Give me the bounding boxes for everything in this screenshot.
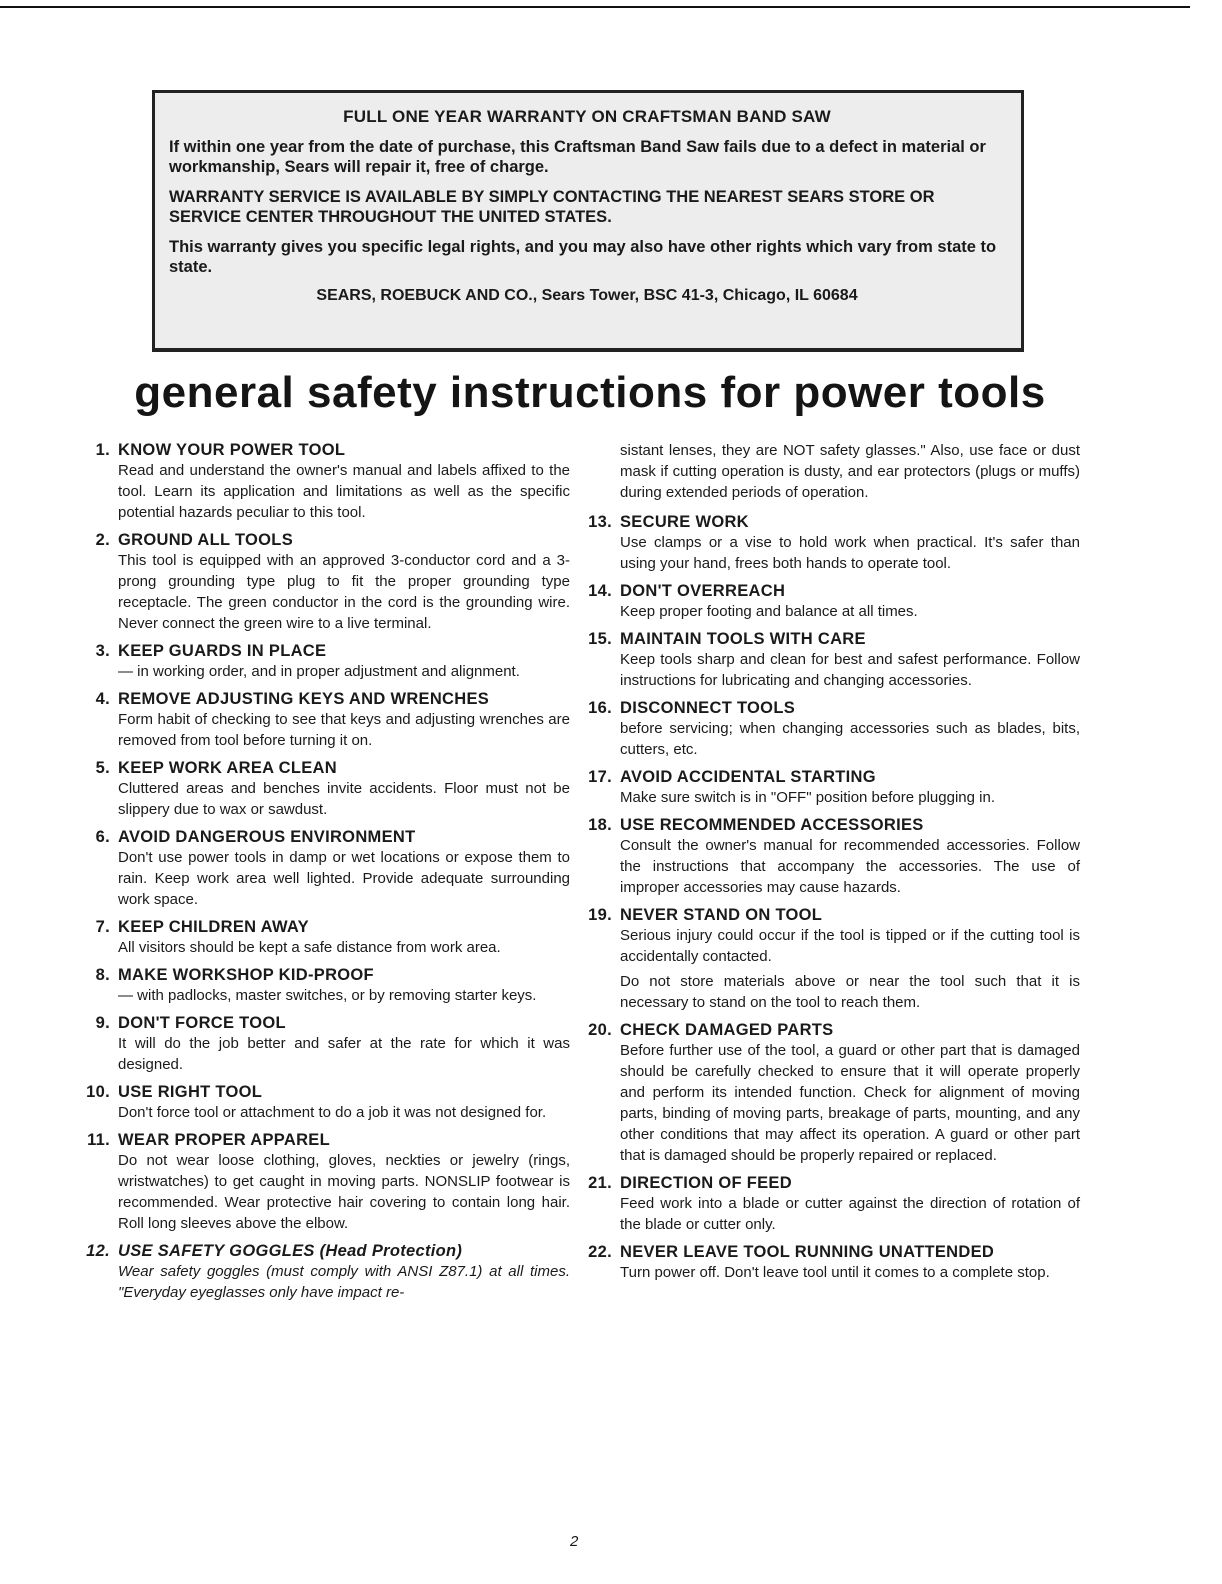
item-title: KEEP GUARDS IN PLACE <box>118 642 327 660</box>
item-title: AVOID ACCIDENTAL STARTING <box>620 768 876 786</box>
safety-item <box>78 1013 570 1075</box>
item-number: 17. <box>588 768 612 786</box>
item-title: AVOID DANGEROUS ENVIRONMENT <box>118 828 416 846</box>
item-title: KEEP WORK AREA CLEAN <box>118 759 337 777</box>
item-title: USE RECOMMENDED ACCESSORIES <box>620 816 924 834</box>
item-number: 12. <box>86 1242 110 1260</box>
item-title: DON'T OVERREACH <box>620 582 786 600</box>
item-body: Before further use of the tool, a guard or other part that is damaged should be carefully checked to ensure that it will operate properly and perform its intended function. Check for alignment of moving parts, binding of moving parts, breakage of parts, mounting, and any other conditions that may affect its operation. A guard or other part that is damaged should be properly repaired or replaced. <box>620 1042 1080 1164</box>
item-number: 2. <box>95 531 110 549</box>
item-body: Serious injury could occur if the tool is tipped or if the cutting tool is accidentally contacted. <box>620 927 1080 965</box>
item-number: 20. <box>588 1021 612 1039</box>
item-title: NEVER STAND ON TOOL <box>620 906 823 924</box>
warranty-address: SEARS, ROEBUCK AND CO., Sears Tower, BSC 41-3, Chicago, IL 60684 <box>316 287 858 304</box>
safety-item <box>584 1020 1080 1166</box>
safety-item <box>584 629 1080 691</box>
item-number: 14. <box>588 582 612 600</box>
item-title: SECURE WORK <box>620 513 749 531</box>
item-title: MAINTAIN TOOLS WITH CARE <box>620 630 866 648</box>
safety-item <box>78 1082 570 1123</box>
safety-item <box>78 1241 570 1303</box>
item-number: 9. <box>95 1014 110 1032</box>
item-body: Turn power off. Don't leave tool until it comes to a complete stop. <box>620 1264 1050 1281</box>
item-title: WEAR PROPER APPAREL <box>118 1131 330 1149</box>
safety-item <box>584 905 1080 1013</box>
item-number: 3. <box>95 642 110 660</box>
item-body: Don't use power tools in damp or wet locations or expose them to rain. Keep work area well lighted. Provide adequate surrounding work space. <box>118 849 570 908</box>
item-number: 21. <box>588 1174 612 1192</box>
item-title: CHECK DAMAGED PARTS <box>620 1021 834 1039</box>
item-number: 13. <box>588 513 612 531</box>
item-body: Read and understand the owner's manual and labels affixed to the tool. Learn its application and limitations as well as the specific potential hazards peculiar to this tool. <box>118 462 570 521</box>
warranty-paragraph: If within one year from the date of purchase, this Craftsman Band Saw fails due to a defect in material or workmanship, Sears will repair it, free of charge. <box>169 138 986 176</box>
safety-item <box>78 965 570 1006</box>
top-rule <box>0 6 1190 8</box>
item-body: All visitors should be kept a safe distance from work area. <box>118 939 501 956</box>
item-body: Feed work into a blade or cutter against the direction of rotation of the blade or cutter only. <box>620 1195 1080 1233</box>
item-12-continuation: sistant lenses, they are NOT safety glasses." Also, use face or dust mask if cutting operation is dusty, and ear protectors (plugs or muffs) during extended periods of operation. <box>620 442 1080 501</box>
item-body: Make sure switch is in "OFF" position before plugging in. <box>620 789 995 806</box>
warranty-service-notice: WARRANTY SERVICE IS AVAILABLE BY SIMPLY CONTACTING THE NEAREST SEARS STORE OR SERVICE CENTER THROUGHOUT THE UNITED STATES. <box>169 188 935 226</box>
page-title: general safety instructions for power tools <box>134 368 1046 417</box>
left-column <box>78 440 570 1310</box>
item-title: KNOW YOUR POWER TOOL <box>118 441 346 459</box>
safety-item <box>78 530 570 634</box>
item-number: 18. <box>588 816 612 834</box>
item-title: MAKE WORKSHOP KID-PROOF <box>118 966 374 984</box>
item-number: 15. <box>588 630 612 648</box>
item-body: It will do the job better and safer at the rate for which it was designed. <box>118 1035 570 1073</box>
item-body: Keep proper footing and balance at all times. <box>620 603 918 620</box>
item-body: Don't force tool or attachment to do a job it was not designed for. <box>118 1104 547 1121</box>
item-body: — in working order, and in proper adjustment and alignment. <box>118 663 520 680</box>
safety-item <box>78 1130 570 1234</box>
item-title: REMOVE ADJUSTING KEYS AND WRENCHES <box>118 690 490 708</box>
safety-item <box>584 698 1080 760</box>
item-number: 5. <box>95 759 110 777</box>
safety-item <box>584 767 1080 808</box>
safety-item <box>584 815 1080 898</box>
item-number: 1. <box>95 441 110 459</box>
item-body: Form habit of checking to see that keys and adjusting wrenches are removed from tool before turning it on. <box>118 711 570 749</box>
item-number: 4. <box>95 690 110 708</box>
item-number: 16. <box>588 699 612 717</box>
item-number: 8. <box>95 966 110 984</box>
item-number: 6. <box>95 828 110 846</box>
item-number: 19. <box>588 906 612 924</box>
item-title: KEEP CHILDREN AWAY <box>118 918 309 936</box>
safety-item <box>78 440 570 523</box>
item-body: — with padlocks, master switches, or by removing starter keys. <box>118 987 537 1004</box>
safety-item <box>78 827 570 910</box>
item-title: USE RIGHT TOOL <box>118 1083 263 1101</box>
safety-item <box>584 581 1080 622</box>
item-body: This tool is equipped with an approved 3-conductor cord and a 3-prong grounding type plug to fit the proper grounding type receptacle. The green conductor in the cord is the grounding wire. Never connect the green wire to a live terminal. <box>118 552 570 632</box>
item-body: Cluttered areas and benches invite accidents. Floor must not be slippery due to wax or sawdust. <box>118 780 570 818</box>
warranty-legal-rights: This warranty gives you specific legal rights, and you may also have other rights which vary from state to state. <box>169 238 997 276</box>
item-body: before servicing; when changing accessories such as blades, bits, cutters, etc. <box>620 720 1080 758</box>
safety-item <box>78 758 570 820</box>
item-number: 10. <box>86 1083 110 1101</box>
warranty-box <box>152 90 1024 352</box>
item-body: Keep tools sharp and clean for best and safest performance. Follow instructions for lubricating and changing accessories. <box>620 651 1080 689</box>
item-body: Consult the owner's manual for recommended accessories. Follow the instructions that accompany the accessories. The use of improper accessories may cause hazards. <box>620 837 1080 896</box>
page-number: 2 <box>570 1533 579 1550</box>
item-title: DON'T FORCE TOOL <box>118 1014 286 1032</box>
item-title: DIRECTION OF FEED <box>620 1174 792 1192</box>
item-number: 7. <box>95 918 110 936</box>
warranty-title: FULL ONE YEAR WARRANTY ON CRAFTSMAN BAND SAW <box>343 107 831 126</box>
safety-item <box>584 512 1080 574</box>
item-title: USE SAFETY GOGGLES (Head Protection) <box>118 1242 463 1260</box>
item-number: 11. <box>87 1131 110 1149</box>
item-title: GROUND ALL TOOLS <box>118 531 293 549</box>
safety-item <box>78 917 570 958</box>
item-body: Wear safety goggles (must comply with ANSI Z87.1) at all times. "Everyday eyeglasses only have impact re- <box>118 1263 570 1301</box>
item-body: Do not wear loose clothing, gloves, neckties or jewelry (rings, wristwatches) to get caught in moving parts. NONSLIP footwear is recommended. Wear protective hair covering to contain long hair. Roll long sleeves above the elbow. <box>118 1152 570 1232</box>
item-body: Use clamps or a vise to hold work when practical. It's safer than using your hand, frees both hands to operate tool. <box>620 534 1080 572</box>
safety-item <box>584 1173 1080 1235</box>
safety-item <box>584 1242 1080 1283</box>
item-title: NEVER LEAVE TOOL RUNNING UNATTENDED <box>620 1243 995 1261</box>
safety-item <box>78 689 570 751</box>
right-column <box>584 440 1080 1290</box>
safety-item <box>78 641 570 682</box>
item-number: 22. <box>588 1243 612 1261</box>
item-body-secondary: Do not store materials above or near the tool such that it is necessary to stand on the tool to reach them. <box>620 973 1080 1011</box>
item-title: DISCONNECT TOOLS <box>620 699 796 717</box>
